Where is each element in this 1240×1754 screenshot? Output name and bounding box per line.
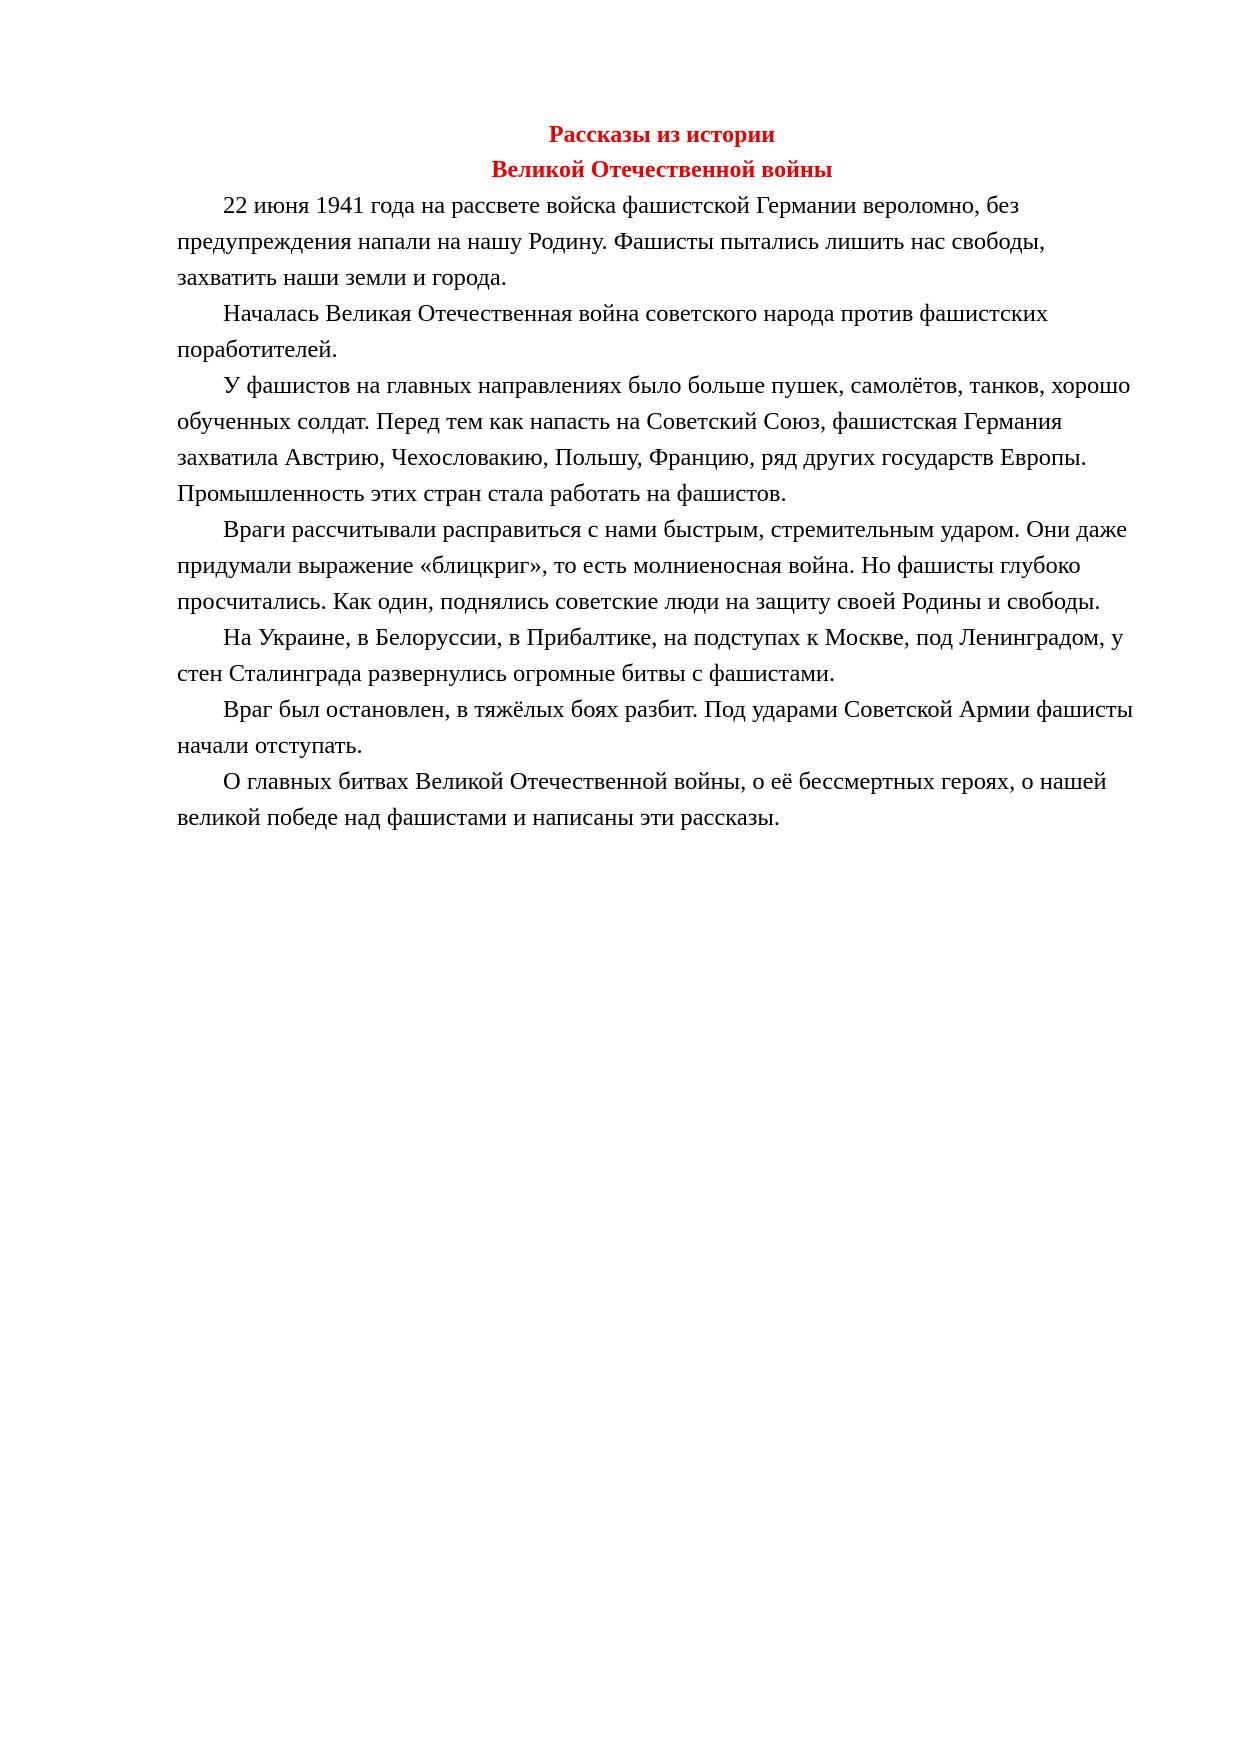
paragraph-4: Враги рассчитывали расправиться с нами быстрым, стремительным ударом. Они даже придумали выражение «блицкриг», то есть молниеносная война. Но фашисты глубоко просчитались. Как один, поднялись советские люди на защиту своей Родины и свободы. xyxy=(177,516,1128,615)
paragraph-1: 22 июня 1941 года на рассвете войска фашистской Германии вероломно, без предупреждения напали на нашу Родину. Фашисты пытались лишить нас свободы, захватить наши земли и города. xyxy=(177,192,1046,291)
document-title xyxy=(177,118,1147,188)
paragraph-6: Враг был остановлен, в тяжёлых боях разбит. Под ударами Советской Армии фашисты начали отступать. xyxy=(177,696,1134,759)
paragraph-7: О главных битвах Великой Отечественной войны, о её бессмертных героях, о нашей великой победе над фашистами и написаны эти рассказы. xyxy=(177,768,1107,831)
document-page xyxy=(177,118,1147,836)
title-line-1: Рассказы из истории xyxy=(548,122,776,148)
paragraph-3: У фашистов на главных направлениях было больше пушек, самолётов, танков, хорошо обученных солдат. Перед тем как напасть на Советский Союз, фашистская Германия захватила Австрию, Чехословакию, Польшу, Францию, ряд других государств Европы. Промышленность этих стран стала работать на фашистов. xyxy=(177,372,1131,507)
paragraph-2: Началась Великая Отечественная война советского народа против фашистских поработителей. xyxy=(177,300,1049,363)
title-line-2: Великой Отечественной войны xyxy=(491,157,833,183)
paragraph-5: На Украине, в Белоруссии, в Прибалтике, на подступах к Москве, под Ленинградом, у стен Сталинграда развернулись огромные битвы с фашистами. xyxy=(177,624,1124,687)
